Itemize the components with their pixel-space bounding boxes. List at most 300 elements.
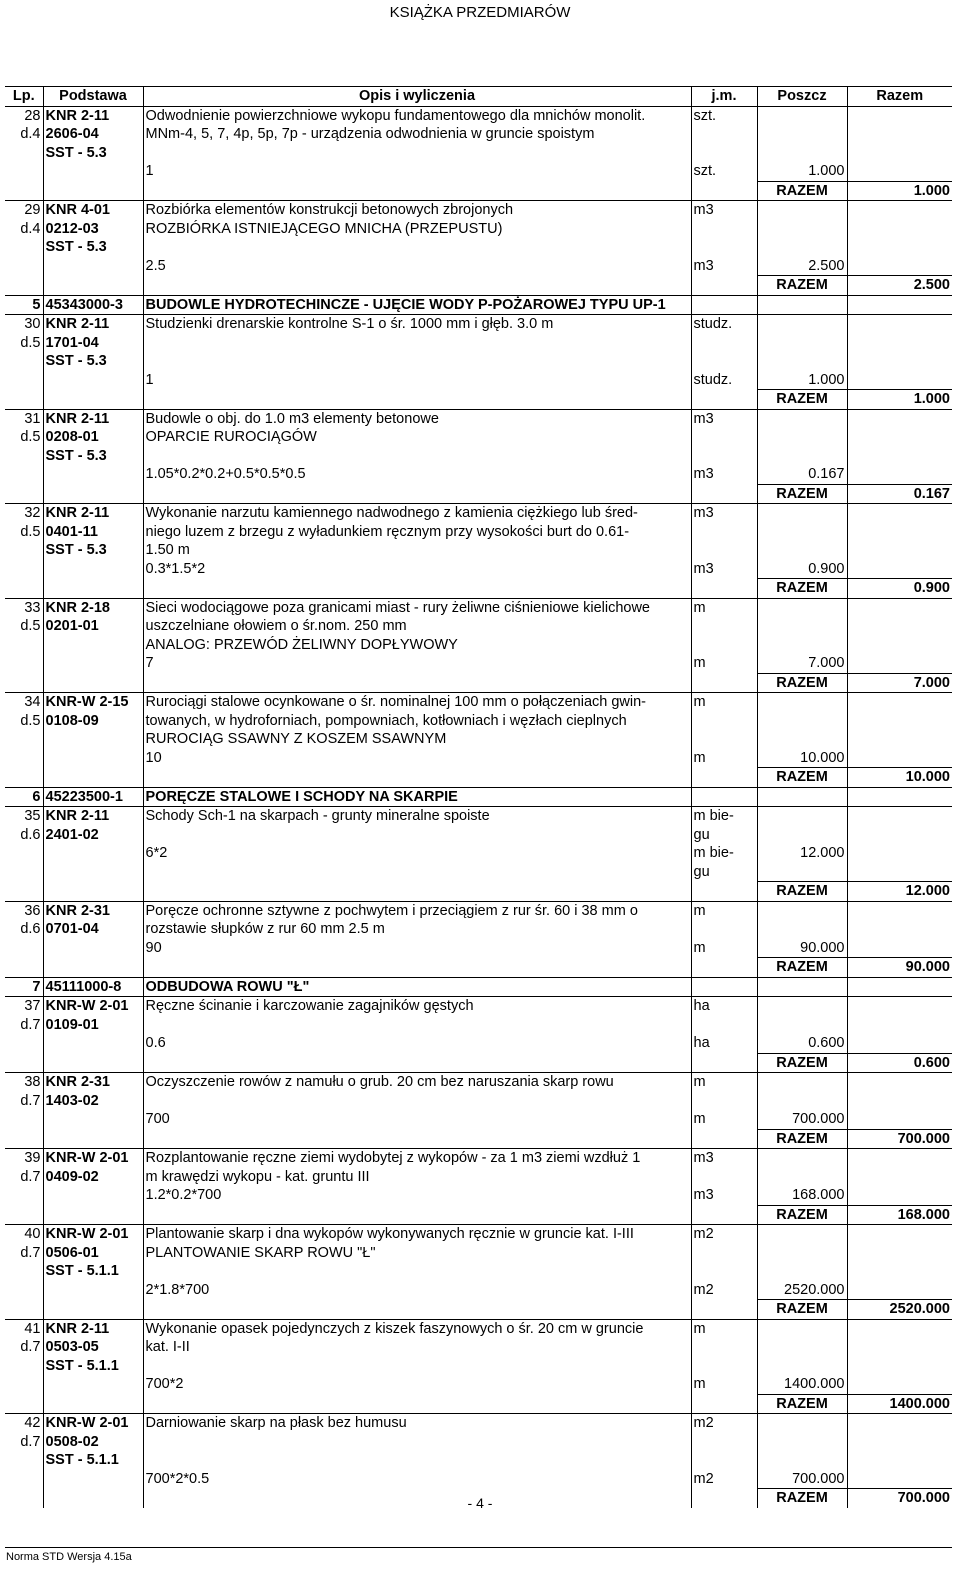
cell-opis: towanych, w hydroforniach, pompowniach, kotłowniach i węzłach cieplnych: [143, 712, 691, 731]
cell-podstawa: KNR 2-11: [43, 1319, 143, 1338]
cell-lp: [5, 1357, 43, 1376]
cell-podstawa: KNR 2-31: [43, 1073, 143, 1092]
table-row: [5, 807, 952, 826]
cell-lp: [5, 1375, 43, 1394]
cell-lp: d.7: [5, 1168, 43, 1187]
cell-jm: m3: [691, 465, 757, 484]
cell-razem: [847, 730, 952, 749]
cell-razem: [847, 238, 952, 257]
razem-label: RAZEM: [757, 1129, 847, 1149]
cell-opis: ANALOG: PRZEWÓD ŻELIWNY DOPŁYWOWY: [143, 636, 691, 655]
cell-jm: [691, 1357, 757, 1376]
cell-poszcz: [757, 315, 847, 334]
cell-opis: Wykonanie narzutu kamiennego nadwodnego z kamienia ciężkiego lub śred-: [143, 504, 691, 523]
cell-podstawa: [43, 673, 143, 693]
cell-podstawa: 0201-01: [43, 617, 143, 636]
cell-razem: [847, 541, 952, 560]
cell-lp: [5, 181, 43, 201]
cell-razem: [847, 371, 952, 390]
cell-poszcz: 1.000: [757, 371, 847, 390]
cell-lp: d.7: [5, 1092, 43, 1111]
cell-opis: PLANTOWANIE SKARP ROWU "Ł": [143, 1244, 691, 1263]
cell-lp: 32: [5, 504, 43, 523]
cell-razem: [847, 1186, 952, 1205]
cell-lp: [5, 654, 43, 673]
cell-jm: m2: [691, 1414, 757, 1433]
table-row: [5, 1319, 952, 1338]
cell-podstawa: [43, 1281, 143, 1300]
cell-lp: 35: [5, 807, 43, 826]
cell-razem: [847, 787, 952, 807]
cell-poszcz: [757, 1433, 847, 1452]
cell-poszcz: [757, 295, 847, 315]
cell-poszcz: 0.167: [757, 465, 847, 484]
table-row: [5, 1092, 952, 1111]
cell-lp: d.4: [5, 125, 43, 144]
razem-value: 0.900: [847, 579, 952, 599]
page-number: - 4 -: [467, 1495, 493, 1511]
cell-opis: [143, 863, 691, 882]
cell-lp: [5, 1470, 43, 1489]
cell-opis: 1.50 m: [143, 541, 691, 560]
cell-opis: 90: [143, 939, 691, 958]
cell-opis: ODBUDOWA ROWU "Ł": [143, 977, 691, 997]
cell-poszcz: [757, 238, 847, 257]
cell-opis: [143, 352, 691, 371]
cell-lp: [5, 730, 43, 749]
cell-lp: [5, 1034, 43, 1053]
cell-razem: [847, 465, 952, 484]
cell-razem: [847, 598, 952, 617]
cell-poszcz: [757, 826, 847, 845]
cell-poszcz: [757, 144, 847, 163]
cell-opis: Darniowanie skarp na płask bez humusu: [143, 1414, 691, 1433]
cell-lp: [5, 1186, 43, 1205]
cell-jm: m: [691, 598, 757, 617]
cell-razem: [847, 901, 952, 920]
cell-jm: [691, 144, 757, 163]
footer-divider: [5, 1547, 952, 1548]
razem-row: [5, 1394, 952, 1414]
cell-opis: kat. I-II: [143, 1338, 691, 1357]
cell-razem: [847, 447, 952, 466]
cell-razem: [847, 1262, 952, 1281]
table-row: [5, 598, 952, 617]
cell-opis: [143, 882, 691, 902]
cell-podstawa: KNR 2-31: [43, 901, 143, 920]
cell-opis: ROZBIÓRKA ISTNIEJĄCEGO MNICHA (PRZEPUSTU): [143, 220, 691, 239]
table-row: [5, 334, 952, 353]
cell-podstawa: 45343000-3: [43, 295, 143, 315]
cell-lp: [5, 144, 43, 163]
cell-razem: [847, 334, 952, 353]
cell-razem: [847, 997, 952, 1016]
cell-razem: [847, 1451, 952, 1470]
cell-opis: [143, 276, 691, 296]
cell-poszcz: 1.000: [757, 162, 847, 181]
cell-podstawa: KNR 4-01: [43, 201, 143, 220]
cell-jm: [691, 882, 757, 902]
cell-podstawa: [43, 1205, 143, 1225]
table-row: [5, 1186, 952, 1205]
cell-poszcz: [757, 636, 847, 655]
cell-lp: [5, 579, 43, 599]
razem-value: 2.500: [847, 276, 952, 296]
cell-opis: m krawędzi wykopu - kat. gruntu III: [143, 1168, 691, 1187]
table-row: [5, 1016, 952, 1035]
cell-podstawa: [43, 844, 143, 863]
table-row: [5, 523, 952, 542]
cell-razem: [847, 654, 952, 673]
cell-jm: [691, 276, 757, 296]
cell-podstawa: 2606-04: [43, 125, 143, 144]
cell-lp: [5, 484, 43, 504]
col-header-jm: j.m.: [691, 87, 757, 107]
cell-jm: m bie-: [691, 844, 757, 863]
table-row: [5, 844, 952, 863]
cell-razem: [847, 1281, 952, 1300]
cell-podstawa: 0212-03: [43, 220, 143, 239]
cell-lp: [5, 1262, 43, 1281]
razem-label: RAZEM: [757, 579, 847, 599]
table-row: [5, 560, 952, 579]
cell-jm: szt.: [691, 106, 757, 125]
cell-jm: m3: [691, 560, 757, 579]
cell-jm: m3: [691, 257, 757, 276]
cell-podstawa: KNR 2-18: [43, 598, 143, 617]
cell-poszcz: 10.000: [757, 749, 847, 768]
cell-poszcz: 2.500: [757, 257, 847, 276]
cell-razem: [847, 257, 952, 276]
cell-opis: Schody Sch-1 na skarpach - grunty mineralne spoiste: [143, 807, 691, 826]
cell-podstawa: 0508-02: [43, 1433, 143, 1452]
cell-poszcz: [757, 1149, 847, 1168]
table-row: [5, 997, 952, 1016]
cell-razem: [847, 125, 952, 144]
cell-poszcz: [757, 1262, 847, 1281]
cell-opis: uszczelniane ołowiem o śr.nom. 250 mm: [143, 617, 691, 636]
razem-row: [5, 390, 952, 410]
cell-lp: [5, 844, 43, 863]
razem-value: 90.000: [847, 958, 952, 978]
cell-opis: [143, 144, 691, 163]
razem-row: [5, 181, 952, 201]
cell-razem: [847, 428, 952, 447]
cell-podstawa: 45223500-1: [43, 787, 143, 807]
cell-razem: [847, 1338, 952, 1357]
cell-jm: studz.: [691, 315, 757, 334]
cell-opis: [143, 334, 691, 353]
table-row: [5, 1244, 952, 1263]
cell-lp: d.4: [5, 220, 43, 239]
cell-poszcz: [757, 598, 847, 617]
table-row: [5, 125, 952, 144]
cell-opis: 1: [143, 371, 691, 390]
table-row: [5, 238, 952, 257]
cell-poszcz: [757, 617, 847, 636]
cell-jm: [691, 1205, 757, 1225]
razem-label: RAZEM: [757, 484, 847, 504]
cell-lp: 28: [5, 106, 43, 125]
cell-podstawa: [43, 958, 143, 978]
cell-jm: m: [691, 1319, 757, 1338]
razem-value: 10.000: [847, 768, 952, 788]
cell-poszcz: [757, 1168, 847, 1187]
cell-jm: [691, 447, 757, 466]
cell-podstawa: 0109-01: [43, 1016, 143, 1035]
cell-jm: ha: [691, 1034, 757, 1053]
cell-jm: [691, 673, 757, 693]
cell-opis: [143, 1016, 691, 1035]
cell-lp: 34: [5, 693, 43, 712]
cell-opis: RUROCIĄG SSAWNY Z KOSZEM SSAWNYM: [143, 730, 691, 749]
cell-lp: d.7: [5, 1016, 43, 1035]
cell-razem: [847, 977, 952, 997]
cell-opis: 7: [143, 654, 691, 673]
cell-razem: [847, 1092, 952, 1111]
razem-value: 700.000: [847, 1489, 952, 1508]
cell-razem: [847, 144, 952, 163]
cell-poszcz: [757, 409, 847, 428]
cell-jm: [691, 730, 757, 749]
cell-jm: m bie-: [691, 807, 757, 826]
cell-jm: m2: [691, 1281, 757, 1300]
cell-razem: [847, 1225, 952, 1244]
cell-podstawa: [43, 162, 143, 181]
cell-podstawa: 0409-02: [43, 1168, 143, 1187]
cell-jm: m3: [691, 409, 757, 428]
cell-poszcz: [757, 1092, 847, 1111]
cell-lp: d.6: [5, 826, 43, 845]
cell-podstawa: [43, 1300, 143, 1320]
cell-lp: [5, 238, 43, 257]
cell-podstawa: [43, 863, 143, 882]
cell-jm: [691, 390, 757, 410]
cell-opis: [143, 1433, 691, 1452]
cell-poszcz: [757, 1451, 847, 1470]
cell-podstawa: [43, 1110, 143, 1129]
razem-value: 1.000: [847, 390, 952, 410]
cell-podstawa: KNR-W 2-01: [43, 1225, 143, 1244]
cell-lp: [5, 541, 43, 560]
cell-jm: studz.: [691, 371, 757, 390]
cell-podstawa: 0701-04: [43, 920, 143, 939]
cell-razem: [847, 693, 952, 712]
cell-jm: [691, 1433, 757, 1452]
razem-label: RAZEM: [757, 673, 847, 693]
razem-value: 0.167: [847, 484, 952, 504]
cell-opis: MNm-4, 5, 7, 4p, 5p, 7p - urządzenia odwodnienia w gruncie spoistym: [143, 125, 691, 144]
footer-note: Norma STD Wersja 4.15a: [6, 1551, 132, 1563]
razem-label: RAZEM: [757, 1300, 847, 1320]
cell-podstawa: [43, 371, 143, 390]
cell-podstawa: 0208-01: [43, 428, 143, 447]
cell-podstawa: KNR 2-11: [43, 504, 143, 523]
cell-opis: OPARCIE RUROCIĄGÓW: [143, 428, 691, 447]
cell-razem: [847, 352, 952, 371]
cell-poszcz: [757, 334, 847, 353]
cell-podstawa: KNR 2-11: [43, 315, 143, 334]
razem-label: RAZEM: [757, 1394, 847, 1414]
table-row: [5, 636, 952, 655]
cell-poszcz: 1400.000: [757, 1375, 847, 1394]
cell-podstawa: KNR-W 2-15: [43, 693, 143, 712]
razem-row: [5, 768, 952, 788]
cell-jm: m2: [691, 1225, 757, 1244]
cell-podstawa: SST - 5.3: [43, 447, 143, 466]
cell-jm: [691, 352, 757, 371]
cell-opis: [143, 768, 691, 788]
cell-jm: m: [691, 654, 757, 673]
cell-lp: [5, 1129, 43, 1149]
cell-poszcz: [757, 1414, 847, 1433]
cell-podstawa: 0108-09: [43, 712, 143, 731]
cell-poszcz: [757, 807, 847, 826]
cell-lp: 37: [5, 997, 43, 1016]
cell-lp: d.5: [5, 428, 43, 447]
cell-razem: [847, 1433, 952, 1452]
cell-opis: 2*1.8*700: [143, 1281, 691, 1300]
col-header-poszcz: Poszcz: [757, 87, 847, 107]
cell-lp: d.5: [5, 334, 43, 353]
cell-podstawa: KNR-W 2-01: [43, 1149, 143, 1168]
cell-poszcz: [757, 352, 847, 371]
cell-podstawa: SST - 5.3: [43, 238, 143, 257]
cell-lp: d.7: [5, 1338, 43, 1357]
cell-jm: m3: [691, 201, 757, 220]
estimate-table: [5, 86, 952, 1508]
cell-razem: [847, 844, 952, 863]
cell-lp: [5, 673, 43, 693]
razem-value: 12.000: [847, 882, 952, 902]
razem-value: 1.000: [847, 181, 952, 201]
cell-lp: [5, 768, 43, 788]
cell-podstawa: 0401-11: [43, 523, 143, 542]
cell-lp: [5, 1110, 43, 1129]
cell-jm: [691, 920, 757, 939]
cell-jm: m3: [691, 1149, 757, 1168]
cell-opis: 6*2: [143, 844, 691, 863]
table-row: [5, 409, 952, 428]
cell-poszcz: [757, 977, 847, 997]
razem-row: [5, 673, 952, 693]
cell-lp: [5, 863, 43, 882]
cell-podstawa: [43, 560, 143, 579]
cell-razem: [847, 220, 952, 239]
cell-jm: m: [691, 749, 757, 768]
cell-podstawa: 0503-05: [43, 1338, 143, 1357]
cell-razem: [847, 162, 952, 181]
table-row: [5, 939, 952, 958]
cell-opis: rozstawie słupków z rur 60 mm 2.5 m: [143, 920, 691, 939]
cell-lp: [5, 1205, 43, 1225]
table-row: [5, 1110, 952, 1129]
section-row: [5, 977, 952, 997]
cell-podstawa: [43, 882, 143, 902]
cell-lp: [5, 162, 43, 181]
cell-jm: szt.: [691, 162, 757, 181]
cell-jm: [691, 1016, 757, 1035]
cell-razem: [847, 826, 952, 845]
cell-poszcz: 2520.000: [757, 1281, 847, 1300]
table-row: [5, 257, 952, 276]
cell-podstawa: [43, 579, 143, 599]
cell-poszcz: [757, 997, 847, 1016]
cell-opis: 10: [143, 749, 691, 768]
cell-jm: [691, 1092, 757, 1111]
cell-razem: [847, 295, 952, 315]
cell-poszcz: [757, 920, 847, 939]
cell-opis: 0.3*1.5*2: [143, 560, 691, 579]
cell-podstawa: 1403-02: [43, 1092, 143, 1111]
cell-opis: [143, 1053, 691, 1073]
razem-value: 700.000: [847, 1129, 952, 1149]
cell-opis: niego luzem z brzegu z wyładunkiem ręcznym przy wysokości burt do 0.61-: [143, 523, 691, 542]
cell-opis: [143, 673, 691, 693]
cell-opis: 2.5: [143, 257, 691, 276]
table-row: [5, 654, 952, 673]
razem-row: [5, 276, 952, 296]
cell-podstawa: KNR-W 2-01: [43, 997, 143, 1016]
cell-podstawa: [43, 939, 143, 958]
cell-opis: [143, 390, 691, 410]
cell-jm: gu: [691, 826, 757, 845]
table-row: [5, 1470, 952, 1489]
cell-jm: [691, 484, 757, 504]
razem-row: [5, 1205, 952, 1225]
table-row: [5, 447, 952, 466]
cell-opis: [143, 958, 691, 978]
cell-jm: [691, 238, 757, 257]
cell-jm: [691, 334, 757, 353]
cell-lp: 6: [5, 787, 43, 807]
cell-opis: [143, 447, 691, 466]
cell-poszcz: [757, 1357, 847, 1376]
table-row: [5, 1281, 952, 1300]
cell-razem: [847, 617, 952, 636]
cell-opis: [143, 1092, 691, 1111]
cell-lp: d.5: [5, 617, 43, 636]
cell-lp: [5, 882, 43, 902]
razem-row: [5, 484, 952, 504]
cell-jm: [691, 712, 757, 731]
razem-label: RAZEM: [757, 1053, 847, 1073]
document-title: KSIĄŻKA PRZEDMIARÓW: [389, 4, 571, 21]
table-row: [5, 144, 952, 163]
cell-podstawa: KNR 2-11: [43, 409, 143, 428]
cell-poszcz: 0.900: [757, 560, 847, 579]
cell-opis: Oczyszczenie rowów z namułu o grub. 20 cm bez naruszania skarp rowu: [143, 1073, 691, 1092]
cell-podstawa: [43, 484, 143, 504]
cell-lp: [5, 636, 43, 655]
table-row: [5, 1433, 952, 1452]
table-row: [5, 371, 952, 390]
cell-podstawa: SST - 5.1.1: [43, 1262, 143, 1281]
cell-lp: [5, 447, 43, 466]
cell-poszcz: [757, 428, 847, 447]
cell-poszcz: [757, 1244, 847, 1263]
cell-razem: [847, 1319, 952, 1338]
cell-jm: m3: [691, 504, 757, 523]
cell-razem: [847, 1357, 952, 1376]
cell-jm: m: [691, 1073, 757, 1092]
cell-opis: 1: [143, 162, 691, 181]
cell-razem: [847, 504, 952, 523]
cell-poszcz: [757, 712, 847, 731]
cell-poszcz: [757, 730, 847, 749]
cell-jm: [691, 787, 757, 807]
cell-lp: [5, 749, 43, 768]
